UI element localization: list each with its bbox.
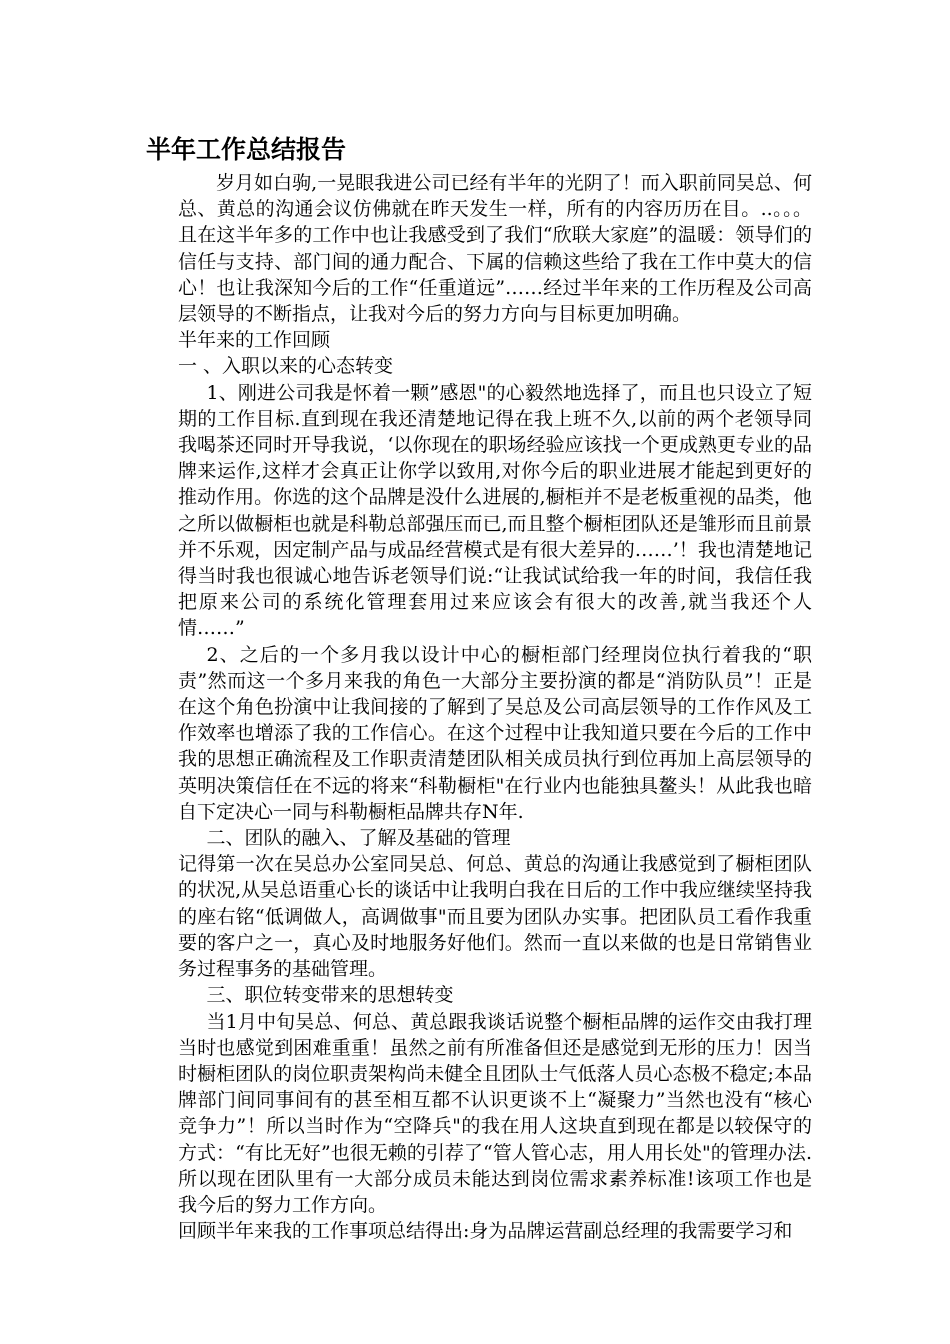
section-3-paragraph-2: 回顾半年来我的工作事项总结得出:身为品牌运营副总经理的我需要学习和: [178, 1220, 793, 1243]
section-2-paragraph-1: 记得第一次在吴总办公室同吴总、何总、黄总的沟通让我感觉到了橱柜团队的状况,从吴总语重心长的谈话中让我明白我在日后的工作中我应继续坚持我的座右铭“低调做人，高调做事"而且要为团队办实事。把团队员工看作我重要的客户之一，真心及时地服务好他们。然而一直以来做的也是日常销售业务过程事务的基础管理。: [178, 853, 812, 981]
review-heading: 半年来的工作回顾: [178, 329, 331, 352]
document-body: [146, 134, 812, 1244]
section-3-paragraph-1: 当1月中旬吴总、何总、黄总跟我谈话说整个橱柜品牌的运作交由我打理当时也感觉到困难重重！虽然之前有所准备但还是感觉到无形的压力！因当时橱柜团队的岗位职责架构尚未健全且团队士气低落人员心态极不稳定;本品牌部门间同事间有的甚至相互都不认识更谈不上“凝聚力”当然也没有“核心竞争力”！所以当时作为“空降兵"的我在用人这块直到现在都是以较保守的方式：“有比无好”也很无赖的引荐了“管人管心志，用人用长处"的管理办法.所以现在团队里有一大部分成员未能达到岗位需求素养标准!该项工作也是我今后的努力工作方向。: [178, 1010, 812, 1216]
section-1-paragraph-2: 2、之后的一个多月我以设计中心的橱柜部门经理岗位执行着我的“职责”然而这一个多月来我的角色一大部分主要扮演的都是“消防队员”！正是在这个角色扮演中让我间接的了解到了吴总及公司高层领导的工作作风及工作效率也增添了我的工作信心。在这个过程中让我知道只要在今后的工作中我的思想正确流程及工作职责清楚团队相关成员执行到位再加上高层领导的英明决策信任在不远的将来“科勒橱柜"在行业内也能独具鳌头！从此我也暗自下定决心一同与科勒橱柜品牌共存N年.: [178, 643, 812, 823]
document-title: 半年工作总结报告: [146, 135, 347, 164]
section-1-paragraph-1: 1、刚进公司我是怀着一颗”感恩"的心毅然地选择了，而且也只设立了短期的工作目标.直到现在我还清楚地记得在我上班不久,以前的两个老领导同我喝茶还同时开导我说，‘以你现在的职场经验应该找一个更成熟更专业的品牌来运作,这样才会真正让你学以致用,对你今后的职业进展才能起到更好的推动作用。你选的这个品牌是没什么进展的,橱柜并不是老板重视的品类，他之所以做橱柜也就是科勒总部强压而已,而且整个橱柜团队还是雏形而且前景并不乐观，因定制产品与成品经营模式是有很大差异的……’！我也清楚地记得当时我也很诚心地告诉老领导们说:“让我试试给我一年的时间，我信任我把原来公司的系统化管理套用过来应该会有很大的改善,就当我还个人情……”: [178, 381, 812, 640]
section-1-heading: 一 、入职以来的心态转变: [178, 355, 394, 378]
section-3-heading: 三、职位转变带来的思想转变: [206, 984, 454, 1007]
section-2-heading: 二、团队的融入、了解及基础的管理: [206, 827, 511, 850]
intro-paragraph: 岁月如白驹,一晃眼我进公司已经有半年的光阴了！而入职前同吴总、何总、黄总的沟通会议仿佛就在昨天发生一样，所有的内容历历在目。..。。。且在这半年多的工作中也让我感受到了我们“欣联大家庭”的温暖：领导们的信任与支持、部门间的通力配合、下属的信赖这些给了我在工作中莫大的信心！也让我深知今后的工作“任重道远”……经过半年来的工作历程及公司高层领导的不断指点，让我对今后的努力方向与目标更加明确。: [178, 172, 812, 326]
